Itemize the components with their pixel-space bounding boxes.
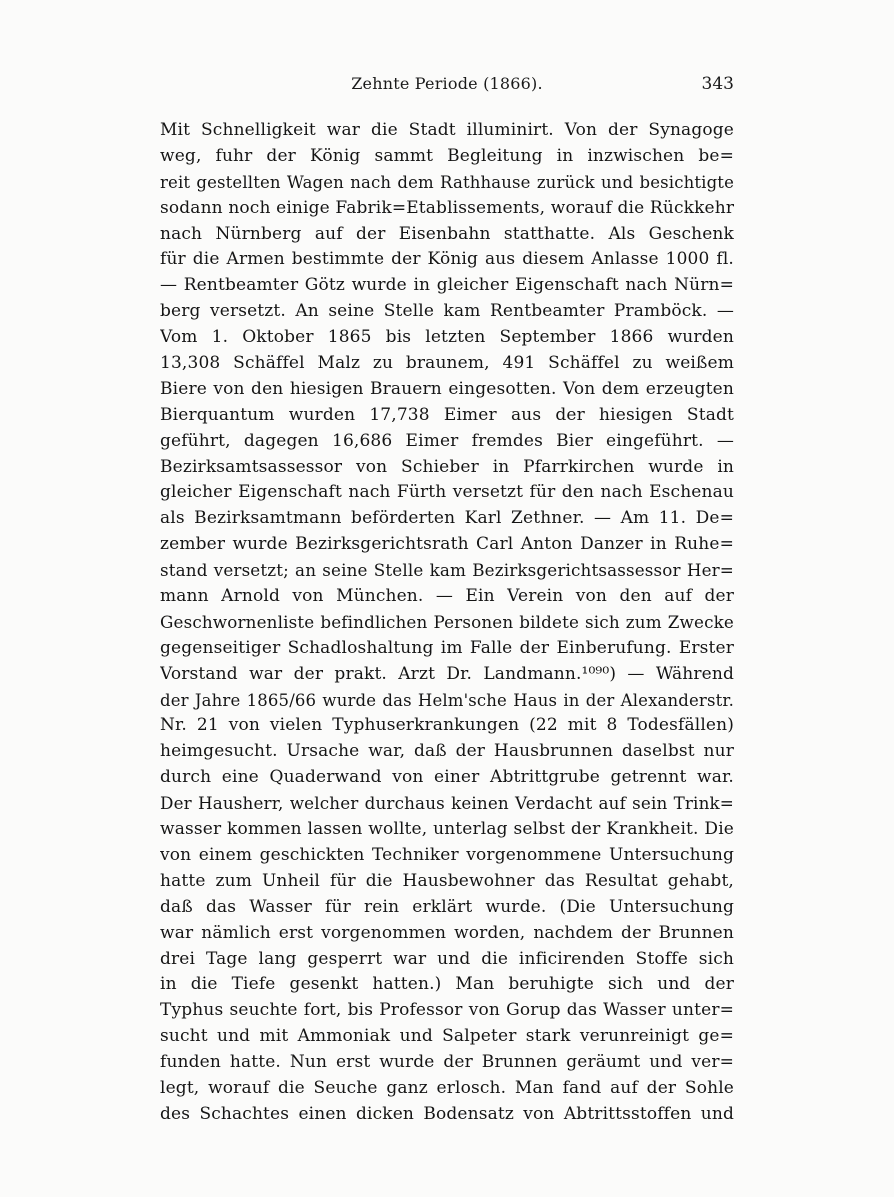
- text-line: geführt, dagegen 16,686 Eimer fremdes Bier eingeführt. —: [160, 430, 734, 451]
- text-line: Nr. 21 von vielen Typhuserkrankungen (22 mit 8 Todesfällen): [160, 715, 734, 736]
- running-title: Zehnte Periode (1866).: [351, 74, 543, 93]
- text-line: Biere von den hiesigen Brauern eingesotten. Von dem erzeugten: [160, 378, 734, 399]
- text-line: für die Armen bestimmte der König aus diesem Anlasse 1000 fl.: [160, 249, 734, 270]
- text-line: wasser kommen lassen wollte, unterlag selbst der Krankheit. Die: [160, 819, 734, 840]
- text-line: sucht und mit Ammoniak und Salpeter stark verunreinigt ge=: [160, 1026, 734, 1047]
- text-line: berg versetzt. An seine Stelle kam Rentbeamter Pramböck. —: [160, 301, 734, 322]
- text-line: Bezirksamtsassessor von Schieber in Pfarrkirchen wurde in: [160, 456, 734, 477]
- text-line: Geschwornenliste befindlichen Personen bildete sich zum Zwecke: [160, 611, 734, 632]
- text-line: daß das Wasser für rein erklärt wurde. (Die Untersuchung: [160, 896, 734, 917]
- text-line: Typhus seuchte fort, bis Professor von Gorup das Wasser unter=: [160, 1000, 734, 1021]
- text-line: nach Nürnberg auf der Eisenbahn statthatte. Als Geschenk: [160, 223, 734, 244]
- text-line: Vorstand war der prakt. Arzt Dr. Landmann.¹⁰⁹⁰) — Während: [160, 663, 734, 684]
- text-line: des Schachtes einen dicken Bodensatz von Abtrittsstoffen und: [160, 1103, 734, 1124]
- running-header: [160, 74, 734, 104]
- text-line: reit gestellten Wagen nach dem Rathhause zurück und besichtigte: [160, 172, 734, 192]
- text-line: als Bezirksamtmann beförderten Karl Zethner. — Am 11. De=: [160, 508, 734, 529]
- text-line: drei Tage lang gesperrt war und die inficirenden Stoffe sich: [160, 948, 734, 969]
- text-line: in die Tiefe gesenkt hatten.) Man beruhigte sich und der: [160, 974, 734, 995]
- text-line: von einem geschickten Techniker vorgenommene Untersuchung: [160, 844, 734, 865]
- text-line: sodann noch einige Fabrik=Etablissements, worauf die Rückkehr: [160, 197, 734, 218]
- text-line: hatte zum Unheil für die Hausbewohner das Resultat gehabt,: [160, 870, 734, 891]
- text-line: heimgesucht. Ursache war, daß der Hausbrunnen daselbst nur: [160, 741, 734, 762]
- text-line: — Rentbeamter Götz wurde in gleicher Eigenschaft nach Nürn=: [160, 275, 734, 296]
- text-line: der Jahre 1865/66 wurde das Helm'sche Haus in der Alexanderstr.: [160, 690, 734, 710]
- text-line: legt, worauf die Seuche ganz erlosch. Man fand auf der Sohle: [160, 1077, 734, 1098]
- body-text: [160, 118, 734, 1128]
- text-line: Bierquantum wurden 17,738 Eimer aus der hiesigen Stadt: [160, 404, 734, 425]
- text-line: funden hatte. Nun erst wurde der Brunnen geräumt und ver=: [160, 1052, 734, 1073]
- page-number: 343: [701, 74, 734, 94]
- text-line: Der Hausherr, welcher durchaus keinen Verdacht auf sein Trink=: [160, 793, 734, 814]
- text-line: durch eine Quaderwand von einer Abtrittgrube getrennt war.: [160, 767, 734, 788]
- text-line: war nämlich erst vorgenommen worden, nachdem der Brunnen: [160, 922, 734, 943]
- text-line: Vom 1. Oktober 1865 bis letzten September 1866 wurden: [160, 327, 734, 348]
- text-line: stand versetzt; an seine Stelle kam Bezirksgerichtsassessor Her=: [160, 560, 734, 581]
- text-line: Mit Schnelligkeit war die Stadt illuminirt. Von der Synagoge: [160, 120, 734, 140]
- text-line: zember wurde Bezirksgerichtsrath Carl Anton Danzer in Ruhe=: [160, 534, 734, 555]
- text-line: 13,308 Schäffel Malz zu braunem, 491 Schäffel zu weißem: [160, 353, 734, 374]
- text-line: gleicher Eigenschaft nach Fürth versetzt für den nach Eschenau: [160, 482, 734, 503]
- text-line: weg, fuhr der König sammt Begleitung in inzwischen be=: [160, 145, 734, 166]
- text-line: mann Arnold von München. — Ein Verein von den auf der: [160, 586, 734, 607]
- text-line: gegenseitiger Schadloshaltung im Falle der Einberufung. Erster: [160, 637, 734, 658]
